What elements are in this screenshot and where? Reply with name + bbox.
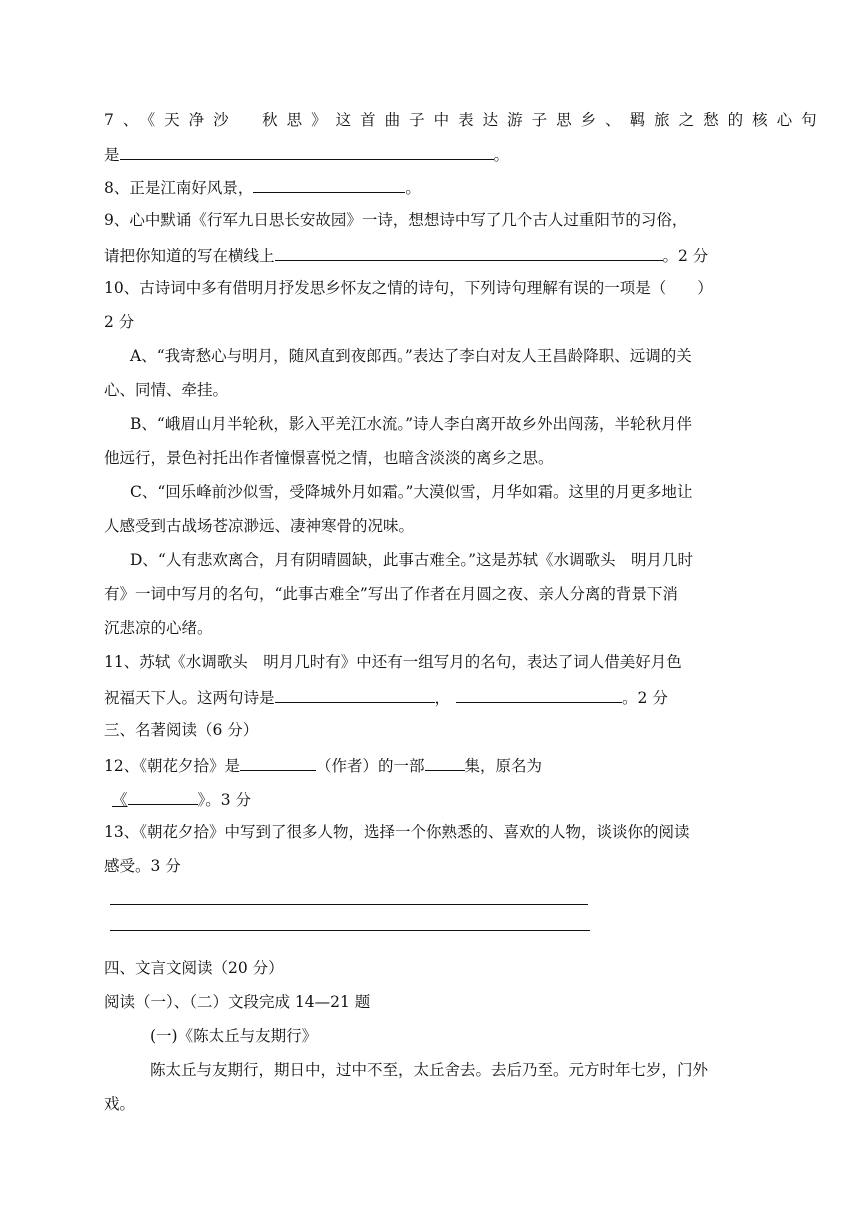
q12-line2	[112, 788, 251, 810]
q12-open-bracket: 《	[112, 791, 128, 809]
q12-mid2: 集，原名为	[464, 757, 543, 775]
q13-answer-line-1	[110, 904, 588, 905]
q11-answer-blank-2	[456, 686, 622, 703]
q11-mid: ，	[434, 689, 451, 707]
q7-suffix: 。	[493, 146, 510, 164]
q7-line1: 7、《天净沙 秋思》这首曲子中表达游子思乡、羁旅之愁的核心句	[104, 111, 826, 129]
passage-1-title: (一)《陈太丘与友期行》	[150, 1027, 318, 1045]
q10-option-a-line2: 心、同情、牵挂。	[104, 381, 229, 399]
q10-line2: 2 分	[104, 313, 135, 331]
q10-option-d-line1: D、“人有悲欢离合，月有阴晴圆缺，此事古难全。”这是苏轼《水调歌头 明月几时	[130, 551, 694, 569]
q11-line1: 11、苏轼《水调歌头 明月几时有》中还有一组写月的名句，表达了词人借美好月色	[104, 653, 682, 671]
q11-suffix: 。2 分	[622, 689, 668, 707]
q8-line	[104, 176, 421, 198]
section-4-heading: 四、文言文阅读（20 分）	[104, 959, 284, 977]
q8-prefix: 8、正是江南好风景，	[104, 179, 254, 197]
q13-line2: 感受。3 分	[104, 857, 181, 875]
q10-option-d-line2: 有》一词中写月的名句，“此事古难全”写出了作者在月圆之夜、亲人分离的背景下消	[104, 585, 678, 603]
q9-suffix: 。2 分	[662, 247, 709, 265]
passage-1-line1: 陈太丘与友期行，期日中，过中不至，太丘舍去。去后乃至。元方时年七岁，门外	[150, 1061, 709, 1079]
section-3-heading: 三、名著阅读（6 分）	[104, 721, 259, 739]
reading-instruction: 阅读（一）、（二）文段完成 14—21 题	[104, 993, 371, 1011]
q12-prefix: 12、《朝花夕拾》是	[104, 757, 240, 775]
q12-genre-blank	[425, 754, 465, 771]
q9-answer-blank	[275, 244, 663, 261]
q7-prefix: 是	[104, 146, 120, 164]
q9-line1: 9、心中默诵《行军九日思长安故园》一诗，想想诗中写了几个古人过重阳节的习俗，	[104, 211, 688, 229]
q12-author-blank	[240, 754, 316, 771]
q10-option-c-line2: 人感受到古战场苍凉渺远、凄神寒骨的况味。	[104, 517, 415, 535]
passage-1-line2: 戏。	[104, 1095, 136, 1113]
q10-option-a-line1: A、“我寄愁心与明月，随风直到夜郎西。”表达了李白对友人王昌龄降职、远调的关	[130, 347, 692, 365]
q12-line1	[104, 754, 542, 776]
q7-line2	[104, 143, 509, 165]
q12-original-title-blank	[128, 788, 198, 805]
q8-suffix: 。	[405, 179, 421, 197]
q10-option-c-line1: C、“回乐峰前沙似雪，受降城外月如霜。”大漠似雪，月华如霜。这里的月更多地让	[130, 483, 693, 501]
q11-answer-blank-1	[275, 686, 435, 703]
q10-option-b-line2: 他远行，景色衬托出作者憧憬喜悦之情，也暗含淡淡的离乡之思。	[104, 449, 554, 467]
q8-answer-blank	[253, 176, 405, 193]
q9-line2	[104, 244, 708, 266]
q12-suffix: 》。3 分	[197, 791, 252, 809]
q13-line1: 13、《朝花夕拾》中写到了很多人物，选择一个你熟悉的、喜欢的人物，谈谈你的阅读	[104, 823, 690, 841]
q12-mid1: （作者）的一部	[315, 757, 425, 775]
q9-prefix: 请把你知道的写在横线上	[104, 247, 275, 265]
q10-line1: 10、古诗词中多有借明月抒发思乡怀友之情的诗句，下列诗句理解有误的一项是（ ）	[104, 279, 713, 297]
q11-prefix: 祝福天下人。这两句诗是	[104, 689, 275, 707]
q13-answer-line-2	[110, 930, 590, 931]
q10-option-b-line1: B、“峨眉山月半轮秋，影入平羌江水流。”诗人李白离开故乡外出闯荡，半轮秋月伴	[130, 415, 692, 433]
q11-line2	[104, 686, 668, 708]
q7-answer-blank	[120, 143, 494, 160]
q10-option-d-line3: 沉悲凉的心绪。	[104, 619, 213, 637]
